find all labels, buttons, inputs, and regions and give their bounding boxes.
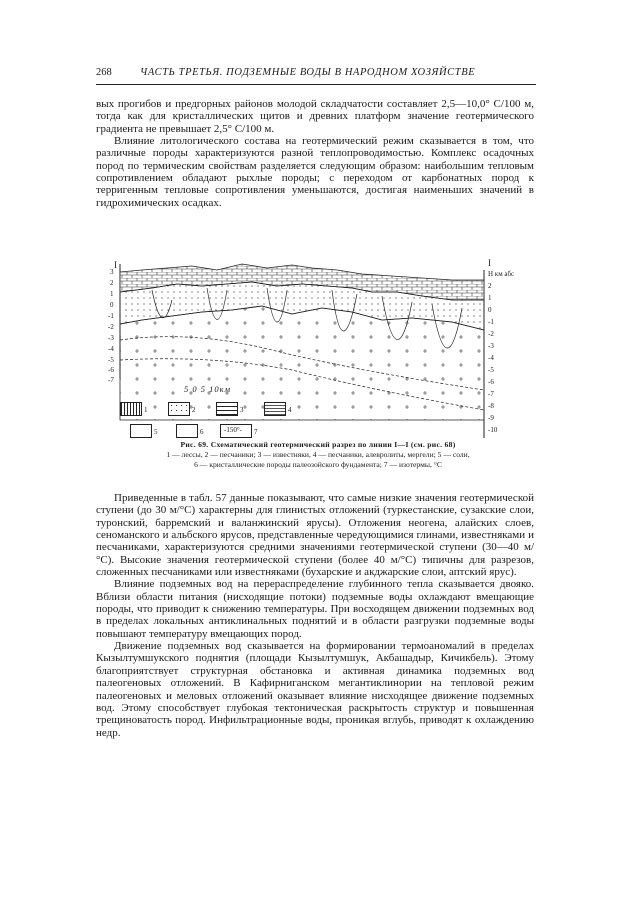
- right-axis-title: Н км абс: [488, 270, 515, 278]
- paragraph: Влияние литологического состава на геотермический режим сказывается в том, что различные породы характеризуются разной теплопроводимостью. Комплекс осадочных пород по термическим свойствам разделяется следующим образом: наибольшим тепловым сопротивлением обладают рыхлые породы; с переходом от карбонатных пород к терригенным тепловые сопротивления уменьшаются, достигая наименьших значений в гидрохимических осадках.: [96, 135, 534, 209]
- legend-swatch-isotherm: [220, 424, 252, 438]
- legend-number: 4: [288, 406, 292, 414]
- right-tick: -8: [488, 402, 494, 410]
- right-tick: 1: [488, 294, 492, 302]
- right-tick: -1: [488, 318, 494, 326]
- legend-number: 1: [144, 406, 148, 414]
- left-section-marker: I: [114, 260, 117, 270]
- text-block-bottom: [96, 492, 534, 739]
- legend-swatch-loess: [120, 402, 142, 416]
- left-tick: -4: [108, 345, 114, 353]
- figure-legend: [120, 402, 480, 442]
- left-tick: -3: [108, 334, 114, 342]
- left-tick: -1: [108, 312, 114, 320]
- left-tick: -5: [108, 356, 114, 364]
- figure-geothermal-section: [108, 258, 517, 470]
- legend-number: 2: [192, 406, 196, 414]
- right-tick: -10: [488, 426, 498, 434]
- caption-title: Рис. 69. Схематический геотермический разрез по линии I—I (см. рис. 68): [180, 440, 456, 449]
- isotherm-legend-label: -150°-: [224, 426, 242, 434]
- caption-legend-line: 6 — кристаллические породы палеозойского фундамента; 7 — изотермы, °С: [194, 460, 442, 469]
- left-tick: -2: [108, 323, 114, 331]
- legend-swatch-crystalline: [176, 424, 198, 438]
- legend-swatch-sandstone: [168, 402, 190, 416]
- page-number: 268: [96, 67, 112, 78]
- legend-number: 5: [154, 428, 158, 436]
- left-tick: -6: [108, 366, 114, 374]
- legend-swatch-limestone: [216, 402, 238, 416]
- right-tick: -2: [488, 330, 494, 338]
- paragraph: Влияние подземных вод на перераспределение глубинного тепла сказывается двояко. Вблизи области питания (нисходящие потоки) подземные воды охлаждают вмещающие породы, что приводит к снижению температуры. При восходящем движении подземных вод в пределах локальных антиклинальных поднятий и в области разгрузки подземные воды повышают температуру вмещающих пород.: [96, 578, 534, 640]
- right-tick: -4: [488, 354, 494, 362]
- right-section-marker: I: [488, 258, 491, 268]
- right-tick: -6: [488, 378, 494, 386]
- caption-legend-line: 1 — лессы, 2 — песчаники; 3 — известняки, 4 — песчаники, алевролиты, мергели; 5 — соли,: [166, 450, 470, 459]
- right-tick: -9: [488, 414, 494, 422]
- left-tick: 3: [110, 268, 114, 276]
- figure-caption: [108, 440, 528, 470]
- legend-swatch-siltstone: [264, 402, 286, 416]
- left-tick: 0: [110, 301, 114, 309]
- right-tick: -7: [488, 390, 494, 398]
- scale-bar-label: 5 0 5 10км: [184, 384, 232, 394]
- paragraph: Движение подземных вод сказывается на формировании термоаномалий в пределах Кызылтумшукского поднятия (площади Кызылтумшук, Акбашадыр, Кичикбель). Этому благоприятствует структурная обстановка и активная динамика подземных вод палеогеновых отложений. В Кафирниганском мегантиклинории на тепловой режим палеогеновых и меловых отложений оказывает влияние нисходящее движение подземных вод. Этому способствует глубокая тектоническая раскрытость структур и повышенная трещиноватость пород. Инфильтрационные воды, проникая вглубь, приводят к охлаждению недр.: [96, 640, 534, 739]
- paragraph: вых прогибов и предгорных районов молодой складчатости составляет 2,5—10,0° С/100 м, тогда как для кристаллических щитов и древних платформ значение геотермического градиента не превышает 2,5° С/100 м.: [96, 98, 534, 135]
- legend-number: 3: [240, 406, 244, 414]
- left-tick: 1: [110, 290, 114, 298]
- paragraph: Приведенные в табл. 57 данные показывают, что самые низкие значения геотермической ступени (до 30 м/°С) характерны для глинистых отложений (туркестанские, сузакские слои, туронский, барремский и валанжинский ярусы). Отложения неогена, алайских слоев, сеноманского и альбского ярусов, представленные чередующимися глинами, известняками и песчаниками, характеризуются средними значениями геотермической ступени (30—40 м/°С). Высокие значения геотермической ступени (более 40 м/°С) типичны для разрезов, сложенных песчаниками или известняками (бухарские и акджарские слои, аптский ярус).: [96, 492, 534, 579]
- running-title: ЧАСТЬ ТРЕТЬЯ. ПОДЗЕМНЫЕ ВОДЫ В НАРОДНОМ ХОЗЯЙСТВЕ: [140, 67, 476, 78]
- page-header: [96, 66, 536, 85]
- legend-number: 6: [200, 428, 204, 436]
- left-tick: -7: [108, 376, 114, 384]
- right-tick: 0: [488, 306, 492, 314]
- legend-swatch-salt: [130, 424, 152, 438]
- right-tick: 2: [488, 282, 492, 290]
- right-tick: -5: [488, 366, 494, 374]
- legend-number: 7: [254, 428, 258, 436]
- left-tick: 2: [110, 279, 114, 287]
- text-block-top: [96, 98, 534, 209]
- right-tick: -3: [488, 342, 494, 350]
